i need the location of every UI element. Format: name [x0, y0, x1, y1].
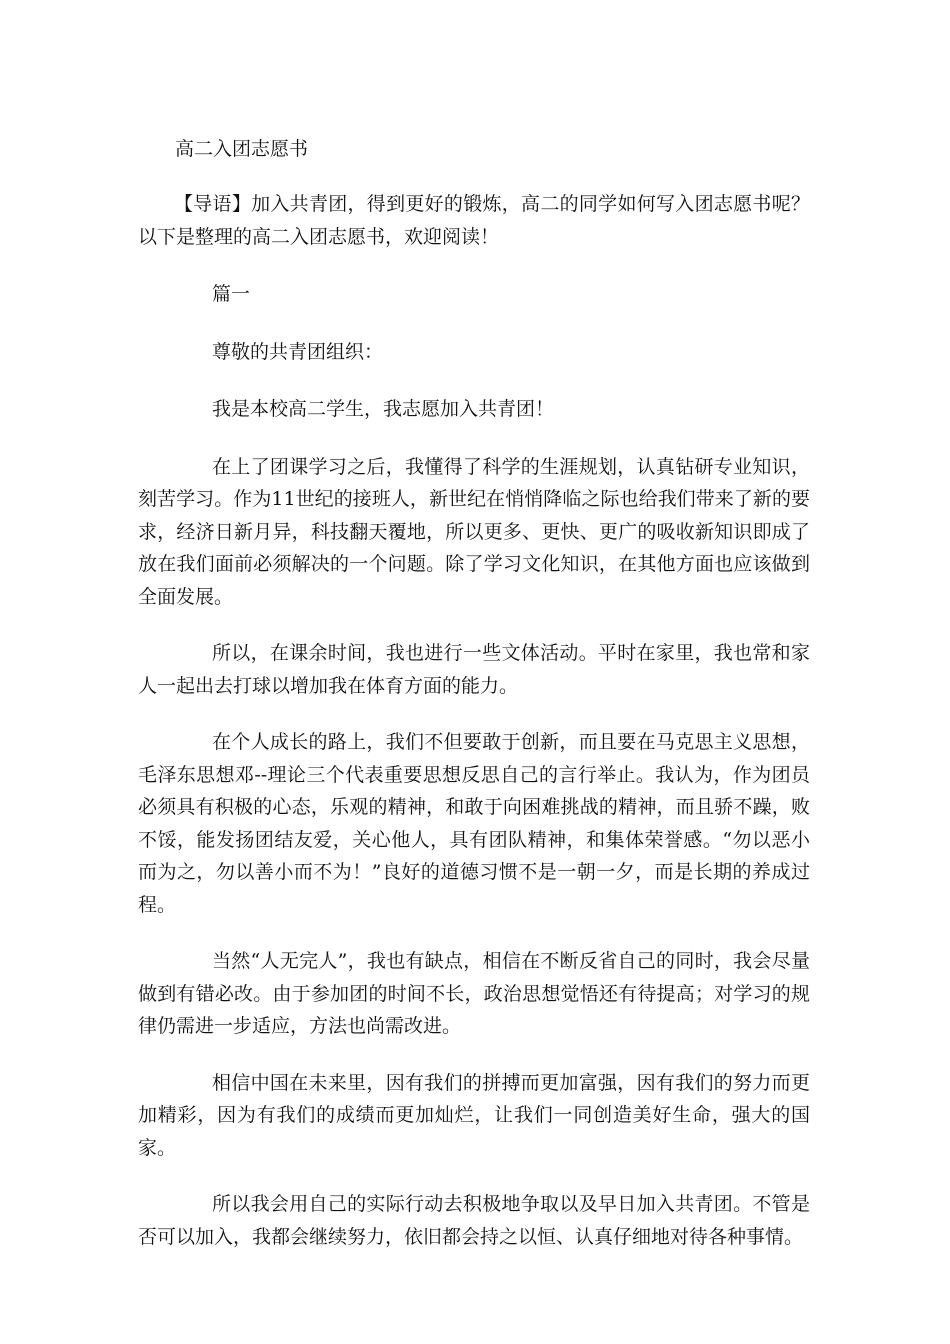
- body-paragraph: 相信中国在未来里，因有我们的拼搏而更加富强，因有我们的努力而更加精彩，因为有我们的成绩而更加灿烂，让我们一同创造美好生命，强大的国家。: [138, 1071, 810, 1159]
- body-paragraph: 我是本校高二学生，我志愿加入共青团！: [212, 398, 555, 420]
- salutation: 尊敬的共青团组织：: [212, 340, 384, 363]
- body-paragraph: 所以，在课余时间，我也进行一些文体活动。平时在家里，我也常和家人一起出去打球以增加我在体育方面的能力。: [138, 642, 810, 697]
- body-paragraph: 所以我会用自己的实际行动去积极地争取以及早日加入共青团。不管是否可以加入，我都会继续努力，依旧都会持之以恒、认真仔细地对待各种事情。: [138, 1193, 810, 1248]
- lead-paragraph: 【导语】加入共青团，得到更好的锻炼，高二的同学如何写入团志愿书呢？以下是整理的高二入团志愿书，欢迎阅读！: [138, 193, 810, 248]
- document-body: [138, 278, 810, 1277]
- body-paragraph: 在上了团课学习之后，我懂得了科学的生涯规划，认真钻研专业知识，刻苦学习。作为11世纪的接班人，新世纪在悄悄降临之际也给我们带来了新的要求，经济日新月异，科技翻天覆地，所以更多、更快、更广的吸收新知识即成了放在我们面前必须解决的一个问题。除了学习文化知识，在其他方面也应该做到全面发展。: [138, 455, 810, 608]
- body-paragraph: 在个人成长的路上，我们不但要敢于创新，而且要在马克思主义思想，毛泽东思想邓--理论三个代表重要思想反思自己的言行举止。我认为，作为团员必须具有积极的心态，乐观的精神，和敢于向困难挑战的精神，而且骄不躁，败不馁，能发扬团结友爱，关心他人，具有团队精神，和集体荣誉感。“勿以恶小而为之，勿以善小而不为！”良好的道德习惯不是一朝一夕，而是长期的养成过程。: [138, 731, 810, 916]
- document-title: 高二入团志愿书: [175, 138, 309, 160]
- section-heading: 篇一: [212, 283, 251, 305]
- body-paragraph: 当然“人无完人”，我也有缺点，相信在不断反省自己的同时，我会尽量做到有错必改。由于参加团的时间不长，政治思想觉悟还有待提高；对学习的规律仍需进一步适应，方法也尚需改进。: [138, 950, 810, 1037]
